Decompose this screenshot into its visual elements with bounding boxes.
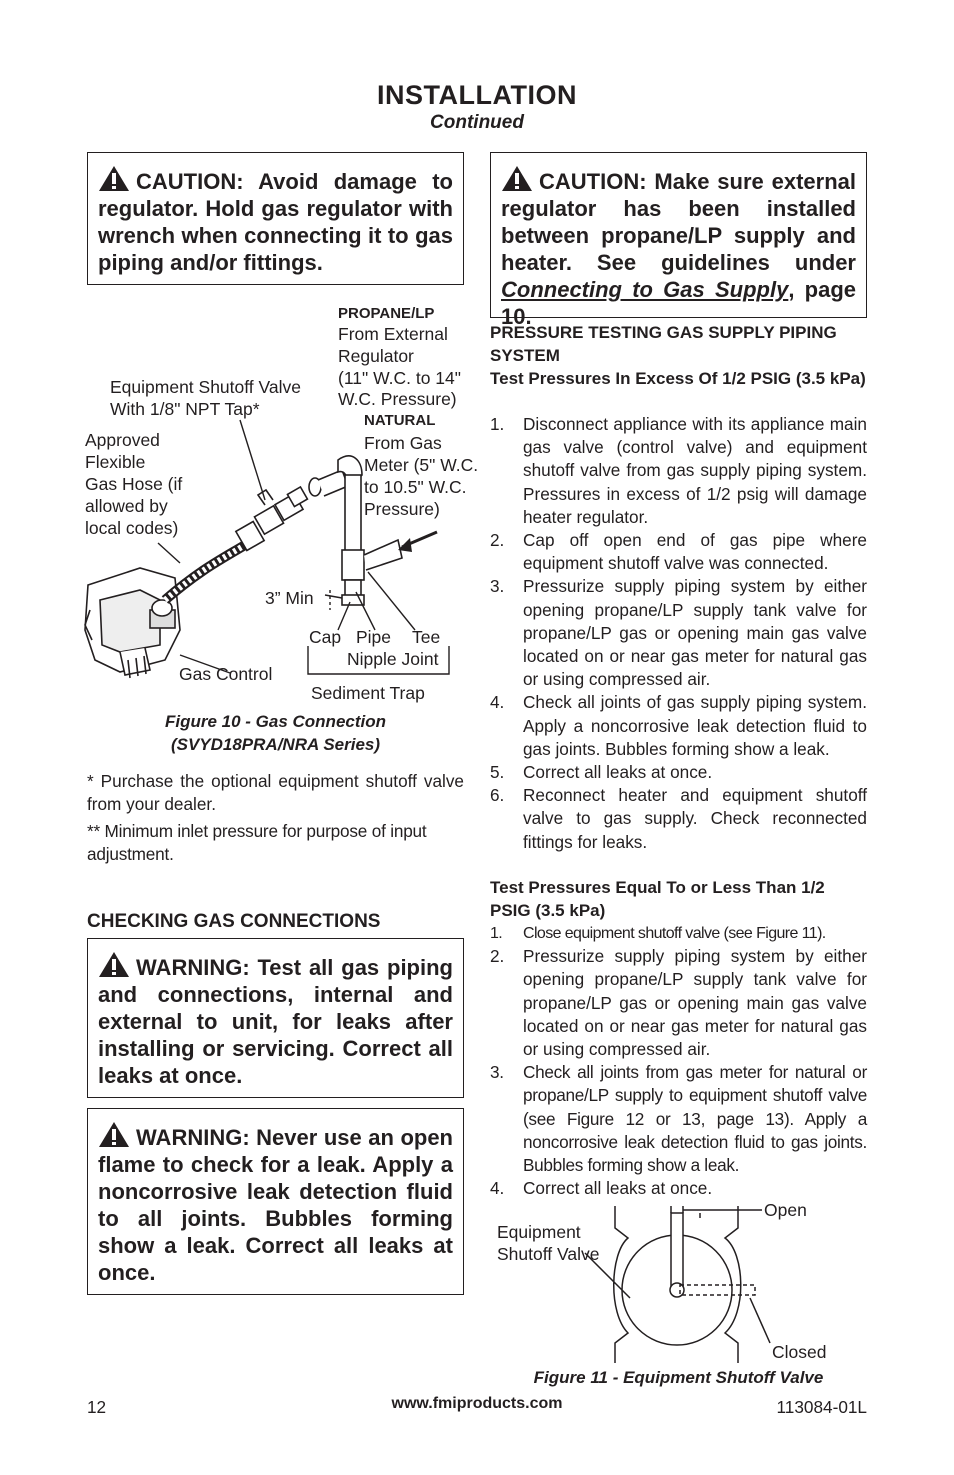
page-subtitle: Continued xyxy=(430,112,524,133)
list-item: 4. Correct all leaks at once. xyxy=(490,1178,713,1199)
label-min-height: 3” Min xyxy=(265,588,314,608)
note-shutoff-purchase: * Purchase the optional equipment shutoff valve from your dealer. xyxy=(87,771,464,815)
caution-text: CAUTION: Make sure external regulator has been installed between propane/LP supply and heater. See guidelines under xyxy=(501,169,856,275)
excess-pressure-heading: Test Pressures In Excess Of 1/2 PSIG (3.5 kPa) xyxy=(490,369,866,388)
list-item: 1. Disconnect appliance with its appliance main gas valve (control valve) and equipment shutoff valve from gas supply piping system. Pressures in excess of 1/2 psig will damage heater regulator. xyxy=(490,414,867,527)
list-item: 6. Reconnect heater and equipment shutoff valve to gas supply. Check reconnected fittings for leaks. xyxy=(490,785,867,852)
list-item: 5. Correct all leaks at once. xyxy=(490,762,713,783)
label-natural-line4: Pressure) xyxy=(364,499,440,519)
warning-box-test-piping xyxy=(87,938,464,1098)
list-item: 3. Pressurize supply piping system by either opening propane/LP supply tank valve for propane/LP gas or opening main gas valve located on or near gas meter for natural gas or using compressed air. xyxy=(490,576,867,690)
warning-triangle-icon xyxy=(98,165,130,192)
label-gas-control: Gas Control xyxy=(179,664,273,684)
label-natural-line2: Meter (5" W.C. xyxy=(364,455,479,475)
label-hose-line3: Gas Hose (if xyxy=(85,474,183,494)
connecting-gas-supply-link[interactable]: Connecting to Gas Supply xyxy=(501,277,789,302)
label-natural-heading: NATURAL xyxy=(364,412,436,429)
figure-11-caption: Figure 11 - Equipment Shutoff Valve xyxy=(533,1368,824,1387)
list-item: 4. Check all joints of gas supply piping system. Apply a noncorrosive leak detection fluid to gas joints. Bubbles forming show a leak. xyxy=(490,692,867,759)
caution-box-external-regulator xyxy=(490,152,867,329)
label-pipe: Pipe xyxy=(356,627,392,647)
label-nipple-joint: Nipple Joint xyxy=(347,649,439,669)
label-natural-line1: From Gas xyxy=(364,433,442,453)
label-shutoff-line1: Equipment Shutoff Valve xyxy=(110,377,302,397)
warning-text: WARNING: Never use an open flame to check for a leak. Apply a noncorrosive leak detection fluid to all joints. Bubbles forming show a leak. Correct all leaks at once. xyxy=(98,1125,453,1285)
warning-box-open-flame xyxy=(87,1108,464,1295)
document-number: 113084-01L xyxy=(776,1397,867,1417)
label-hose-line2: Flexible xyxy=(85,452,146,472)
website-link[interactable]: www.fmiproducts.com xyxy=(391,1395,563,1412)
figure-11-shutoff-valve xyxy=(490,1198,867,1368)
label-valve-line1: Equipment xyxy=(497,1222,581,1242)
label-shutoff-line2: With 1/8" NPT Tap* xyxy=(110,399,260,419)
list-item: 2. Pressurize supply piping system by either opening propane/LP supply tank valve for propane/LP gas or opening main gas valve located on or near gas meter for natural gas or using compressed air. xyxy=(490,946,867,1060)
label-cap: Cap xyxy=(309,627,342,647)
equal-pressure-heading: Test Pressures Equal To or Less Than 1/2 PSIG (3.5 kPa) xyxy=(490,878,825,920)
label-hose-line5: local codes) xyxy=(85,518,179,538)
page-title: INSTALLATION xyxy=(377,80,577,110)
label-tee: Tee xyxy=(412,627,441,647)
warning-triangle-icon xyxy=(501,165,533,192)
page-number: 12 xyxy=(87,1397,107,1417)
label-propane-line2: Regulator xyxy=(338,346,414,366)
excess-pressure-steps xyxy=(490,413,867,854)
label-hose-line1: Approved xyxy=(85,430,160,450)
label-propane-line3: (11" W.C. to 14" xyxy=(338,368,461,388)
list-item: 2. Cap off open end of gas pipe where equipment shutoff valve was connected. xyxy=(490,530,867,574)
figure-10-caption-line2: (SVYD18PRA/NRA Series) xyxy=(170,735,381,754)
warning-triangle-icon xyxy=(98,1121,130,1148)
checking-gas-heading: CHECKING GAS CONNECTIONS xyxy=(87,911,381,932)
label-propane-line4: W.C. Pressure) xyxy=(338,389,457,409)
pressure-testing-heading: PRESSURE TESTING GAS SUPPLY PIPING SYSTEM xyxy=(490,323,837,365)
label-open: Open xyxy=(764,1200,807,1220)
list-item: 1. Close equipment shutoff valve (see Figure 11). xyxy=(490,925,826,942)
label-hose-line4: allowed by xyxy=(85,496,168,516)
caution-box-regulator xyxy=(87,152,464,285)
label-propane-heading: PROPANE/LP xyxy=(338,305,435,322)
label-natural-line3: to 10.5" W.C. xyxy=(364,477,467,497)
warning-triangle-icon xyxy=(98,951,130,978)
caution-text: CAUTION: Avoid damage to regulator. Hold gas regulator with wrench when connecting it to gas piping and/or fittings. xyxy=(98,169,453,275)
label-closed: Closed xyxy=(772,1342,827,1362)
label-sediment-trap: Sediment Trap xyxy=(311,683,425,703)
warning-text: WARNING: Test all gas piping and connections, internal and external to unit, for leaks after installing or servicing. Correct all leaks at once. xyxy=(98,955,453,1088)
note-minimum-pressure: ** Minimum inlet pressure for purpose of input adjustment. xyxy=(87,821,427,865)
label-propane-line1: From External xyxy=(338,324,448,344)
equal-pressure-steps xyxy=(490,922,867,1200)
gas-control-drawing xyxy=(85,568,180,678)
figure-10-gas-connection xyxy=(80,300,480,710)
caution-text-end: , page 10. xyxy=(501,277,857,329)
label-valve-line2: Shutoff Valve xyxy=(497,1244,600,1264)
list-item: 3. Check all joints from gas meter for natural or propane/LP supply to equipment shutoff valve (see Figure 12 or 13, page 13). Apply a noncorrosive leak detection fluid to gas joints. Bubbles forming show a leak. xyxy=(490,1062,867,1176)
figure-10-caption-line1: Figure 10 - Gas Connection xyxy=(164,712,387,731)
